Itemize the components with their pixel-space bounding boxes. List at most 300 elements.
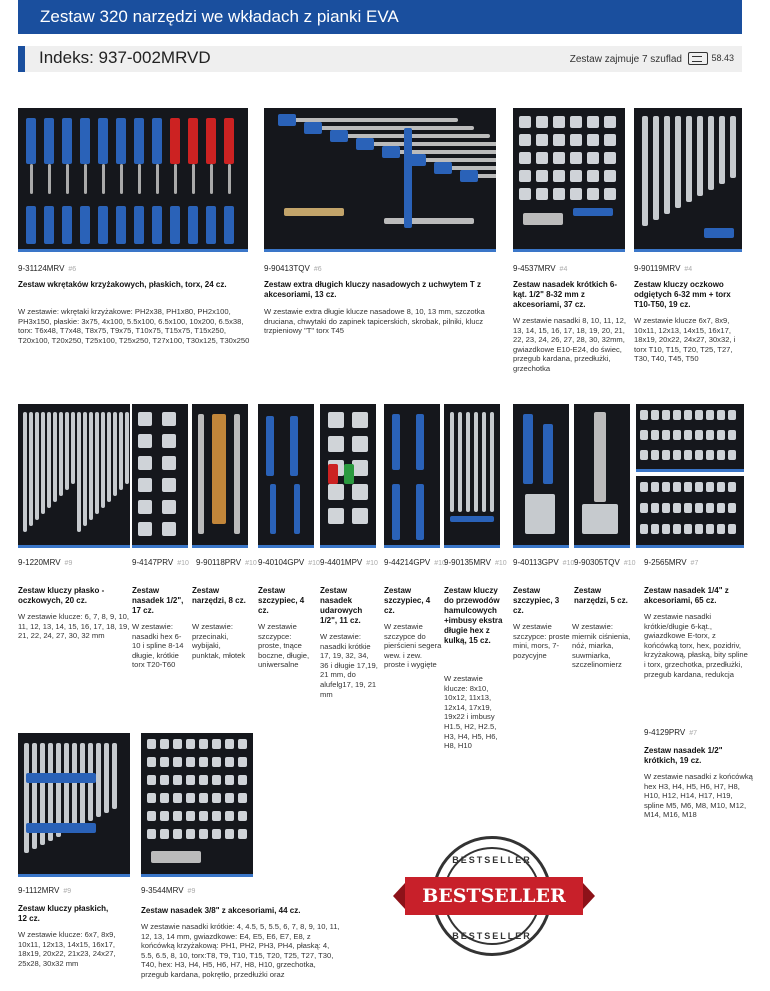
tool-shape xyxy=(212,414,226,524)
tool-shape xyxy=(328,484,344,500)
tool-shape xyxy=(519,188,531,200)
tool-shape xyxy=(673,503,681,513)
tool-shape xyxy=(728,410,736,420)
item-code xyxy=(574,558,636,567)
tool-shape xyxy=(26,823,96,833)
tool-shape xyxy=(138,164,141,194)
tool-shape xyxy=(651,450,659,460)
tool-shape xyxy=(684,450,692,460)
tool-shape xyxy=(695,430,703,440)
tool-shape xyxy=(684,410,692,420)
tool-shape xyxy=(695,503,703,513)
tool-shape xyxy=(604,188,616,200)
tool-shape xyxy=(706,450,714,460)
tool-shape xyxy=(640,410,648,420)
tool-shape xyxy=(228,164,231,194)
tool-shape xyxy=(44,118,54,164)
tool-shape xyxy=(152,206,162,244)
item-code xyxy=(18,886,71,895)
tool-shape xyxy=(72,743,77,829)
tool-shape xyxy=(352,484,368,500)
tool-shape xyxy=(266,416,274,476)
tool-shape xyxy=(352,412,368,428)
tool-shape xyxy=(570,188,582,200)
tool-shape xyxy=(95,412,99,514)
item-code xyxy=(513,558,574,567)
tool-shape xyxy=(651,503,659,513)
tool-shape xyxy=(536,152,548,164)
tray-chisels xyxy=(192,404,248,548)
tool-shape xyxy=(587,134,599,146)
item-code xyxy=(444,558,507,567)
tool-shape xyxy=(173,829,182,839)
tool-shape xyxy=(525,494,555,534)
tool-shape xyxy=(482,412,486,512)
tool-shape xyxy=(212,757,221,767)
tool-shape xyxy=(224,118,234,164)
tool-shape xyxy=(29,412,33,526)
tool-shape xyxy=(134,118,144,164)
tool-shape xyxy=(404,128,412,228)
item-code xyxy=(644,558,698,567)
tool-shape xyxy=(356,138,374,150)
tool-shape xyxy=(160,775,169,785)
tool-shape xyxy=(170,118,180,164)
tool-shape xyxy=(536,134,548,146)
tool-shape xyxy=(294,484,300,534)
tool-shape xyxy=(225,811,234,821)
tool-shape xyxy=(352,436,368,452)
item-code xyxy=(258,558,320,567)
tool-shape xyxy=(706,503,714,513)
tool-shape xyxy=(198,414,204,534)
tool-shape xyxy=(695,450,703,460)
tool-shape xyxy=(382,146,400,158)
code-text: 9-1220MRV xyxy=(18,558,61,567)
tool-shape xyxy=(199,829,208,839)
tool-shape xyxy=(147,739,156,749)
tool-shape xyxy=(697,116,703,196)
tool-shape xyxy=(717,503,725,513)
tool-shape xyxy=(162,456,176,470)
tool-shape xyxy=(384,218,474,224)
tool-shape xyxy=(278,114,296,126)
tool-shape xyxy=(152,118,162,164)
tool-shape xyxy=(328,508,344,524)
tool-shape xyxy=(553,188,565,200)
tool-shape xyxy=(162,522,176,536)
tool-shape xyxy=(640,430,648,440)
tool-shape xyxy=(151,851,201,863)
tool-shape xyxy=(173,757,182,767)
tool-shape xyxy=(717,410,725,420)
code-text: 9-90135MRV xyxy=(444,558,491,567)
tool-shape xyxy=(352,508,368,524)
tool-shape xyxy=(80,206,90,244)
item-desc: W zestawie szczypce do pierścieni segera wew. i zew. proste i wygięte xyxy=(384,622,442,670)
tool-shape xyxy=(490,412,494,512)
tool-shape xyxy=(225,739,234,749)
tool-shape xyxy=(212,829,221,839)
code-text: 9-2565MRV xyxy=(644,558,687,567)
tool-shape xyxy=(706,410,714,420)
tool-shape xyxy=(719,116,725,184)
tool-shape xyxy=(704,228,734,238)
item-desc: W zestawie: nasadki krótkie 17, 19, 32, 34, 36 i długie 17,19, 21 mm, do alufelg17, 19, 21 mm xyxy=(320,632,378,699)
tool-shape xyxy=(84,164,87,194)
tool-shape xyxy=(570,116,582,128)
tool-shape xyxy=(673,482,681,492)
tool-shape xyxy=(206,206,216,244)
item-code xyxy=(513,264,567,273)
tool-shape xyxy=(238,829,247,839)
tool-shape xyxy=(173,739,182,749)
tool-shape xyxy=(162,412,176,426)
tool-shape xyxy=(673,410,681,420)
tool-shape xyxy=(77,412,81,532)
tool-shape xyxy=(238,757,247,767)
tool-shape xyxy=(392,414,400,470)
tool-shape xyxy=(24,743,29,853)
tool-shape xyxy=(199,775,208,785)
tray-ring-wrenches xyxy=(634,108,742,252)
code-text: 9-90118PRV xyxy=(196,558,242,567)
tool-shape xyxy=(553,116,565,128)
tool-shape xyxy=(450,516,494,522)
tool-shape xyxy=(604,152,616,164)
tray-quarter-sockets-2 xyxy=(636,476,744,548)
tool-shape xyxy=(695,524,703,534)
tool-shape xyxy=(225,793,234,803)
code-num: #4 xyxy=(559,266,568,273)
tool-shape xyxy=(35,412,39,520)
code-text: 9-4401MPV xyxy=(320,558,363,567)
tool-shape xyxy=(138,412,152,426)
tool-shape xyxy=(199,739,208,749)
tool-shape xyxy=(212,775,221,785)
item-title: Zestaw kluczy do przewodów hamulcowych +imbusy ekstra długie hex z kulką, 15 cz. xyxy=(444,586,503,645)
code-text: 9-44214GPV xyxy=(384,558,431,567)
tool-shape xyxy=(519,134,531,146)
tool-shape xyxy=(587,188,599,200)
code-num: #4 xyxy=(684,266,693,273)
item-code xyxy=(18,264,76,273)
tool-shape xyxy=(587,116,599,128)
item-desc: W zestawie szczypce: proste mini, mors, 7-pozycyjne xyxy=(513,622,570,660)
tool-shape xyxy=(662,430,670,440)
tool-shape xyxy=(80,118,90,164)
badge-top-text: BESTSELLER xyxy=(452,855,532,865)
item-desc: W zestawie nasadki z końcówką hex H3, H4, H5, H6, H7, H8, H10, H12, H14, H17, H19, spline M5, M6, M8, M10, M12, M14, M16, M18 xyxy=(644,772,753,820)
tool-shape xyxy=(640,450,648,460)
item-title: Zestaw szczypiec, 4 cz. xyxy=(384,586,431,615)
tool-shape xyxy=(519,152,531,164)
tool-shape xyxy=(199,757,208,767)
tool-shape xyxy=(173,793,182,803)
tray-combination-wrenches xyxy=(18,404,130,548)
code-num: #9 xyxy=(64,560,73,567)
tray-measuring xyxy=(574,404,630,548)
tool-shape xyxy=(519,116,531,128)
tool-shape xyxy=(162,478,176,492)
item-title: Zestaw nasadek 1/2", 17 cz. xyxy=(132,586,184,615)
item-title: Zestaw kluczy płaskich, 12 cz. xyxy=(18,904,109,923)
code-text: 9-40104GPV xyxy=(258,558,305,567)
tool-shape xyxy=(587,170,599,182)
tool-shape xyxy=(570,152,582,164)
tool-shape xyxy=(186,757,195,767)
tool-shape xyxy=(570,170,582,182)
tool-shape xyxy=(466,412,470,512)
tool-shape xyxy=(717,524,725,534)
code-text: 9-4129PRV xyxy=(644,728,686,737)
tool-shape xyxy=(238,811,247,821)
item-desc: W zestawie: nasadki hex 6-10 i spline 8-14 długie, krótkie torx T20-T60 xyxy=(132,622,184,670)
tool-shape xyxy=(160,793,169,803)
tool-shape xyxy=(708,116,714,190)
code-num: #7 xyxy=(690,560,699,567)
tool-shape xyxy=(730,116,736,178)
code-text: 9-4147PRV xyxy=(132,558,174,567)
tool-shape xyxy=(138,478,152,492)
tool-shape xyxy=(662,503,670,513)
tool-shape xyxy=(662,482,670,492)
tool-shape xyxy=(96,743,101,817)
tool-shape xyxy=(147,775,156,785)
code-num: #10 xyxy=(495,560,507,567)
tool-shape xyxy=(604,134,616,146)
tool-shape xyxy=(536,170,548,182)
tool-shape xyxy=(582,504,618,534)
code-text: 9-4537MRV xyxy=(513,264,556,273)
tool-shape xyxy=(587,152,599,164)
tool-shape xyxy=(48,164,51,194)
tool-shape xyxy=(717,482,725,492)
tool-shape xyxy=(64,743,69,833)
tool-shape xyxy=(160,829,169,839)
tool-shape xyxy=(640,524,648,534)
code-num: #10 xyxy=(177,560,189,567)
code-num: #10 xyxy=(245,560,257,567)
tool-shape xyxy=(238,775,247,785)
tray-open-wrenches xyxy=(18,733,130,877)
tool-shape xyxy=(642,116,648,226)
item-title: Zestaw kluczy oczkowo odgiętych 6-32 mm + torx T10-T50, 19 cz. xyxy=(634,280,731,309)
tool-shape xyxy=(101,412,105,508)
item-desc: W zestawie klucze: 6, 7, 8, 9, 10, 11, 12, 13, 14, 15, 16, 17, 18, 19, 21, 22, 24, 27, 30, 32 mm xyxy=(18,612,130,641)
tool-shape xyxy=(651,430,659,440)
tool-shape xyxy=(536,188,548,200)
tray-pliers-4 xyxy=(258,404,314,548)
tool-shape xyxy=(41,412,45,514)
tool-shape xyxy=(284,208,344,216)
tool-shape xyxy=(210,164,213,194)
tool-shape xyxy=(662,524,670,534)
tool-shape xyxy=(53,412,57,502)
index-bar xyxy=(18,46,742,72)
tool-shape xyxy=(107,412,111,502)
item-desc: W zestawie klucze: 6x7, 8x9, 10x11, 12x13, 14x15, 16x17, 18x19, 20x22, 21x23, 24x27, 25x28, 30x32 mm xyxy=(18,930,116,968)
tool-shape xyxy=(186,811,195,821)
item-title: Zestaw wkrętaków krzyżakowych, płaskich, torx, 24 cz. xyxy=(18,280,227,289)
tool-shape xyxy=(328,436,344,452)
item-code xyxy=(141,886,195,895)
tool-shape xyxy=(66,164,69,194)
tool-shape xyxy=(186,829,195,839)
item-code xyxy=(320,558,378,567)
tool-shape xyxy=(651,410,659,420)
tool-shape xyxy=(102,164,105,194)
tool-shape xyxy=(290,416,298,476)
item-title: Zestaw nasadek 3/8" z akcesoriami, 44 cz. xyxy=(141,906,301,915)
tool-shape xyxy=(640,482,648,492)
tool-shape xyxy=(686,116,692,202)
tray-screwdrivers xyxy=(18,108,248,252)
tool-shape xyxy=(543,424,553,484)
tool-shape xyxy=(30,164,33,194)
item-desc: W zestawie: wkrętaki krzyżakowe: PH2x38, PH1x80, PH2x100, PH3x150, płaskie: 3x75, 4x100, 5.5x100, 6.5x100, 10x200, 6.5x38, torx: T6x48, T7x48, T8x75, T9x75, T10x75, T15x75, T15x250, T20x100, T20x250, T25x100, T25x250, T27x100, T30x125, T30x250 xyxy=(18,307,250,345)
code-num: #10 xyxy=(562,560,575,567)
tool-shape xyxy=(138,434,152,448)
tool-shape xyxy=(706,430,714,440)
tool-shape xyxy=(116,206,126,244)
item-title: Zestaw kluczy płasko - oczkowych, 20 cz. xyxy=(18,586,105,605)
item-desc: W zestawie nasadki 8, 10, 11, 12, 13, 14, 15, 16, 17, 18, 19, 20, 21, 22, 23, 24, 26, 27, 28, 30, 32mm, gwiazdkowe E10-E24, do świec, przegub kardana, przedłużki, grzechotka xyxy=(513,316,626,373)
tool-shape xyxy=(138,522,152,536)
tool-shape xyxy=(706,482,714,492)
code-num: #10 xyxy=(623,560,636,567)
item-title: Zestaw nasadek 1/4" z akcesoriami, 65 cz. xyxy=(644,586,729,605)
item-title: Zestaw extra długich kluczy nasadowych z uchwytem T z akcesoriami, 13 cz. xyxy=(264,280,481,299)
product-index: Indeks: 937-002MRVD xyxy=(39,48,211,67)
tool-shape xyxy=(344,464,354,484)
tool-shape xyxy=(392,484,400,540)
tool-shape xyxy=(26,206,36,244)
item-code xyxy=(18,558,72,567)
item-title: Zestaw narzędzi, 5 cz. xyxy=(574,586,628,605)
tool-shape xyxy=(138,500,152,514)
tool-shape xyxy=(684,524,692,534)
tool-shape xyxy=(206,118,216,164)
tool-shape xyxy=(170,206,180,244)
tool-shape xyxy=(553,170,565,182)
code-text: 9-90413TQV xyxy=(264,264,310,273)
item-title: Zestaw szczypiec, 4 cz. xyxy=(258,586,305,615)
item-code xyxy=(384,558,446,567)
tool-shape xyxy=(23,412,27,532)
tool-shape xyxy=(450,412,454,512)
tool-shape xyxy=(717,450,725,460)
tool-shape xyxy=(212,811,221,821)
tool-shape xyxy=(234,414,240,534)
tool-shape xyxy=(104,743,109,813)
item-code xyxy=(634,264,692,273)
tool-shape xyxy=(71,412,75,484)
tool-shape xyxy=(695,410,703,420)
tool-shape xyxy=(675,116,681,208)
tool-shape xyxy=(664,116,670,214)
tool-shape xyxy=(113,412,117,496)
tool-shape xyxy=(89,412,93,520)
tool-shape xyxy=(536,116,548,128)
tool-shape xyxy=(434,162,452,174)
code-num: #7 xyxy=(689,730,698,737)
tool-shape xyxy=(352,460,368,476)
bestseller-ribbon: BESTSELLER xyxy=(405,877,583,915)
tool-shape xyxy=(225,829,234,839)
tool-shape xyxy=(523,213,563,225)
tool-shape xyxy=(26,118,36,164)
tool-shape xyxy=(134,206,144,244)
tool-shape xyxy=(62,206,72,244)
tool-shape xyxy=(651,482,659,492)
tool-shape xyxy=(573,208,613,216)
tray-three-eighth-sockets xyxy=(141,733,253,877)
tool-shape xyxy=(474,412,478,512)
tool-shape xyxy=(147,757,156,767)
code-text: 9-31124MRV xyxy=(18,264,65,273)
item-title: Zestaw nasadek udarowych 1/2", 11 cz. xyxy=(320,586,363,625)
tool-shape xyxy=(728,482,736,492)
tool-shape xyxy=(116,118,126,164)
tool-shape xyxy=(138,456,152,470)
tool-shape xyxy=(673,524,681,534)
tool-shape xyxy=(225,757,234,767)
tool-shape xyxy=(356,142,496,146)
dimensions-value: 58.43 xyxy=(711,52,734,63)
code-num: #9 xyxy=(187,888,196,895)
tool-shape xyxy=(225,775,234,785)
code-num: #10 xyxy=(308,560,320,567)
tool-shape xyxy=(728,430,736,440)
tool-shape xyxy=(199,793,208,803)
item-code xyxy=(196,558,257,567)
tool-shape xyxy=(188,206,198,244)
tool-shape xyxy=(120,164,123,194)
dimensions xyxy=(688,52,734,65)
tool-shape xyxy=(59,412,63,496)
tool-shape xyxy=(162,500,176,514)
tool-shape xyxy=(186,775,195,785)
tool-shape xyxy=(604,116,616,128)
tool-shape xyxy=(416,414,424,470)
tool-shape xyxy=(684,503,692,513)
item-desc: W zestawie nasadki krótkie/długie 6-kąt., gwiazdkowe E-torx, z końcówką torx, hex, pozidriv, krzyżakową, płaską, bity spline i torx, grzechotka, przedłużki, przegub kardana, redukcja xyxy=(644,612,748,679)
item-code xyxy=(132,558,189,567)
tool-shape xyxy=(160,811,169,821)
tool-shape xyxy=(26,773,96,783)
badge-bottom-text: BESTSELLER xyxy=(452,931,532,941)
tool-shape xyxy=(119,412,123,490)
tool-shape xyxy=(706,524,714,534)
code-text: 9-3544MRV xyxy=(141,886,184,895)
tool-shape xyxy=(662,410,670,420)
code-num: #10 xyxy=(366,560,378,567)
tool-shape xyxy=(330,130,348,142)
tool-shape xyxy=(653,116,659,220)
tool-shape xyxy=(238,793,247,803)
code-num: #10 xyxy=(434,560,446,567)
tool-shape xyxy=(460,170,478,182)
tool-shape xyxy=(717,430,725,440)
item-code xyxy=(264,264,322,273)
tool-shape xyxy=(523,414,533,484)
tool-shape xyxy=(224,206,234,244)
tool-shape xyxy=(519,170,531,182)
item-desc: W zestawie nasadki krótkie: 4, 4.5, 5, 5.5, 6, 7, 8, 9, 10, 11, 12, 13, 14 mm, gwiazdkowe: E4, E5, E6, E7, E8, z końcówką krzyżakową: PH1, PH2, PH3, PH4, płaską: 4, 5.5, 6.5, 8, 10, torx:T8, T9, T10, T15, T20, T25, T27, T30, T40, hex: H3, H4, H5, H6, H7, H8, H10, grzechotka, przegub kardana, pokrętło, przedłużki oraz xyxy=(141,922,340,979)
tool-shape xyxy=(188,118,198,164)
code-num: #6 xyxy=(313,266,322,273)
